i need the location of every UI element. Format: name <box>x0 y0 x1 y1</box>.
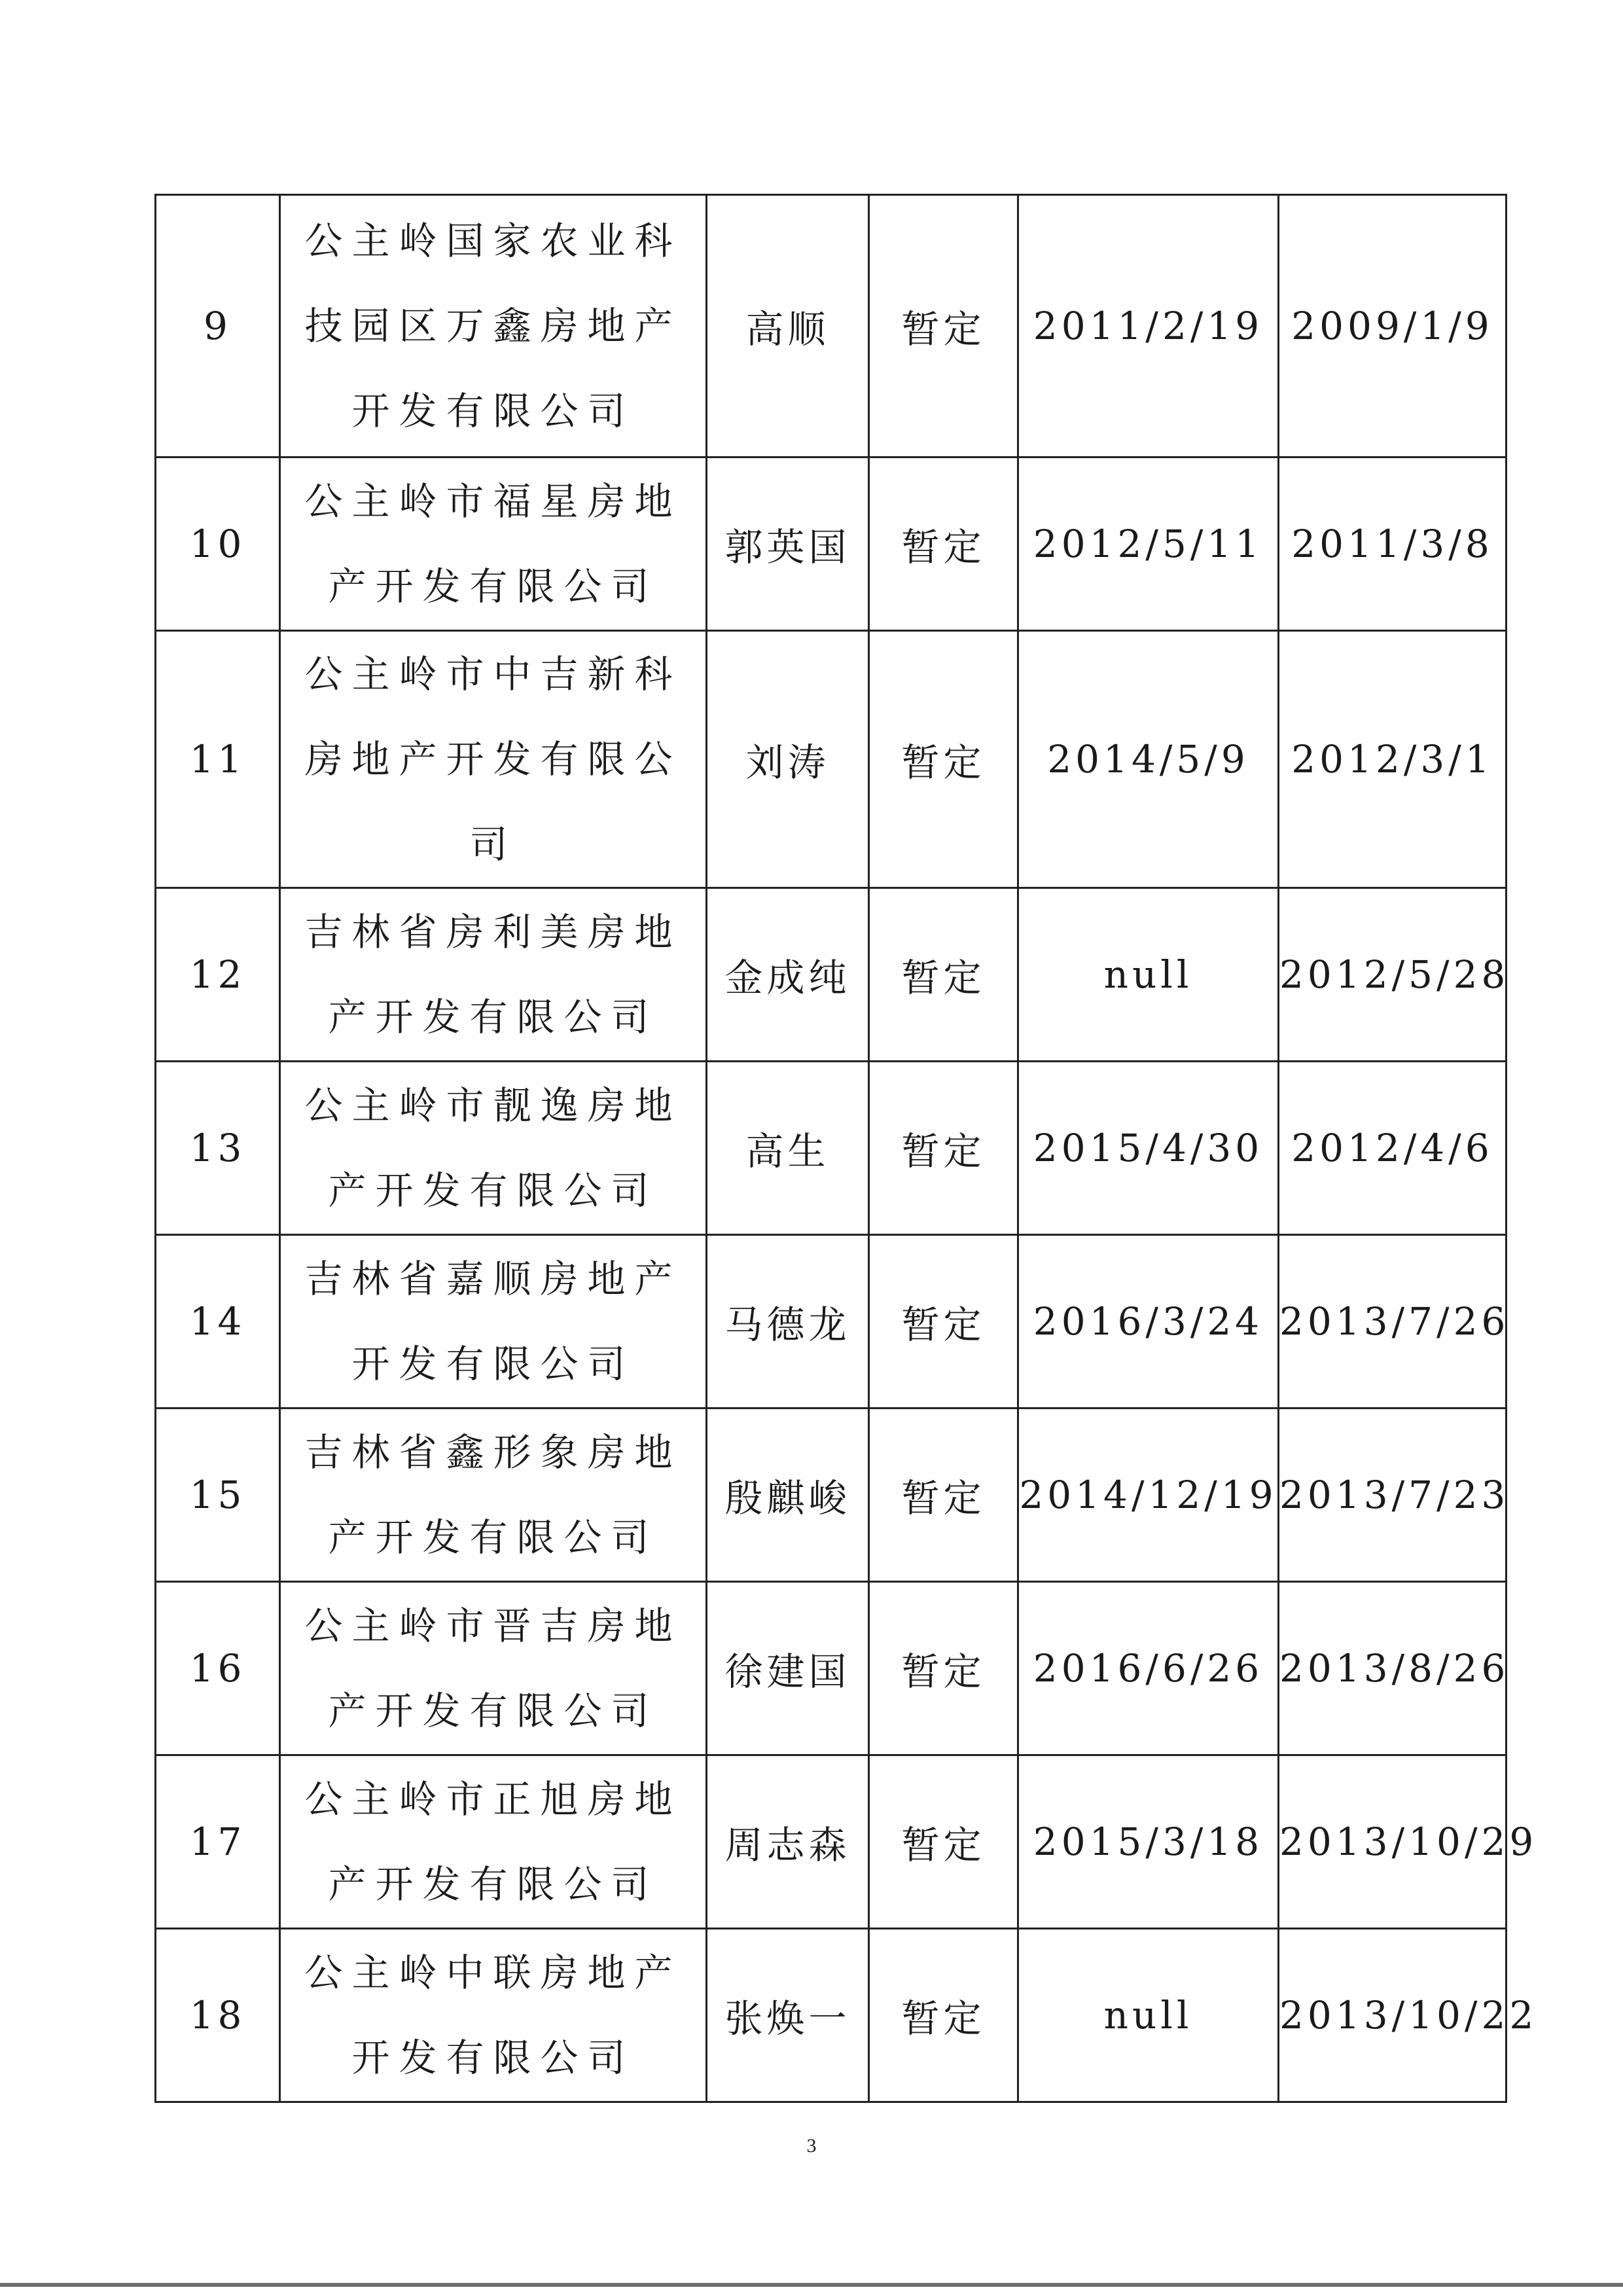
issue-date: 2013/7/23 <box>1279 1408 1507 1582</box>
legal-representative: 刘涛 <box>707 631 869 888</box>
issue-date: 2012/4/6 <box>1279 1062 1507 1235</box>
table-row <box>156 1235 1507 1408</box>
company-name: 公主岭市正旭房地产开发有限公司 <box>280 1755 707 1929</box>
table-row <box>156 1408 1507 1582</box>
company-name: 吉林省房利美房地产开发有限公司 <box>280 888 707 1062</box>
company-name: 公主岭国家农业科技园区万鑫房地产开发有限公司 <box>280 195 707 457</box>
table-row <box>156 195 1507 457</box>
expiry-date: 2014/12/19 <box>1018 1408 1279 1582</box>
row-number: 13 <box>156 1062 280 1235</box>
expiry-date: 2014/5/9 <box>1018 631 1279 888</box>
legal-representative: 徐建国 <box>707 1582 869 1755</box>
row-number: 18 <box>156 1929 280 2102</box>
legal-representative: 金成纯 <box>707 888 869 1062</box>
row-number: 17 <box>156 1755 280 1929</box>
row-number: 14 <box>156 1235 280 1408</box>
company-name: 公主岭市福星房地产开发有限公司 <box>280 457 707 631</box>
row-number: 15 <box>156 1408 280 1582</box>
qualification-grade: 暂定 <box>869 1755 1018 1929</box>
company-name: 公主岭中联房地产开发有限公司 <box>280 1929 707 2102</box>
company-name: 吉林省嘉顺房地产开发有限公司 <box>280 1235 707 1408</box>
company-name: 公主岭市靓逸房地产开发有限公司 <box>280 1062 707 1235</box>
legal-representative: 马德龙 <box>707 1235 869 1408</box>
expiry-date: 2011/2/19 <box>1018 195 1279 457</box>
legal-representative: 周志森 <box>707 1755 869 1929</box>
legal-representative: 郭英国 <box>707 457 869 631</box>
expiry-date: 2015/4/30 <box>1018 1062 1279 1235</box>
expiry-date: 2012/5/11 <box>1018 457 1279 631</box>
row-number: 11 <box>156 631 280 888</box>
qualification-grade: 暂定 <box>869 888 1018 1062</box>
expiry-date: 2015/3/18 <box>1018 1755 1279 1929</box>
table-row <box>156 1062 1507 1235</box>
page-number: 3 <box>806 2135 817 2157</box>
issue-date: 2011/3/8 <box>1279 457 1507 631</box>
company-name: 公主岭市中吉新科房地产开发有限公司 <box>280 631 707 888</box>
legal-representative: 高顺 <box>707 195 869 457</box>
table-row <box>156 1582 1507 1755</box>
table-row <box>156 631 1507 888</box>
table-row <box>156 457 1507 631</box>
scan-edge-line <box>0 2283 1623 2287</box>
issue-date: 2009/1/9 <box>1279 195 1507 457</box>
qualification-grade: 暂定 <box>869 1408 1018 1582</box>
expiry-date: 2016/3/24 <box>1018 1235 1279 1408</box>
expiry-date: null <box>1018 888 1279 1062</box>
row-number: 12 <box>156 888 280 1062</box>
legal-representative: 张焕一 <box>707 1929 869 2102</box>
table-row <box>156 1929 1507 2102</box>
issue-date: 2012/3/1 <box>1279 631 1507 888</box>
issue-date: 2013/7/26 <box>1279 1235 1507 1408</box>
qualification-grade: 暂定 <box>869 631 1018 888</box>
expiry-date: null <box>1018 1929 1279 2102</box>
company-name: 公主岭市晋吉房地产开发有限公司 <box>280 1582 707 1755</box>
expiry-date: 2016/6/26 <box>1018 1582 1279 1755</box>
legal-representative: 高生 <box>707 1062 869 1235</box>
issue-date: 2012/5/28 <box>1279 888 1507 1062</box>
issue-date: 2013/8/26 <box>1279 1582 1507 1755</box>
table-row <box>156 888 1507 1062</box>
company-name: 吉林省鑫形象房地产开发有限公司 <box>280 1408 707 1582</box>
row-number: 10 <box>156 457 280 631</box>
qualification-grade: 暂定 <box>869 1929 1018 2102</box>
qualification-grade: 暂定 <box>869 457 1018 631</box>
issue-date: 2013/10/29 <box>1279 1755 1507 1929</box>
qualification-grade: 暂定 <box>869 1582 1018 1755</box>
legal-representative: 殷麒峻 <box>707 1408 869 1582</box>
qualification-grade: 暂定 <box>869 195 1018 457</box>
company-registry-table <box>154 194 1538 2103</box>
row-number: 9 <box>156 195 280 457</box>
issue-date: 2013/10/22 <box>1279 1929 1507 2102</box>
qualification-grade: 暂定 <box>869 1235 1018 1408</box>
table-row <box>156 1755 1507 1929</box>
qualification-grade: 暂定 <box>869 1062 1018 1235</box>
row-number: 16 <box>156 1582 280 1755</box>
